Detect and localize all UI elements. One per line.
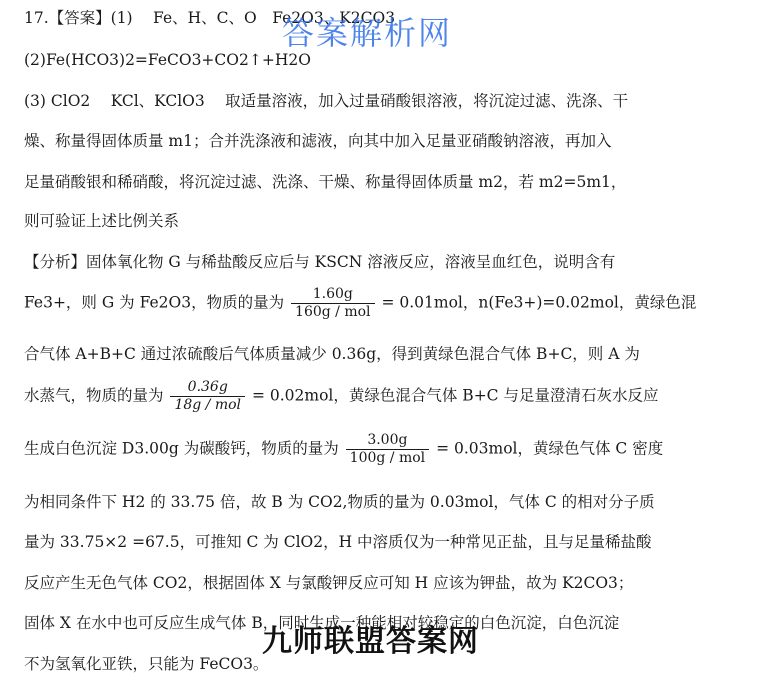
answer-line-5: 足量硝酸银和稀硝酸，将沉淀过滤、洗涤、干燥、称量得固体质量 m2，若 m2=5m1， — [24, 173, 627, 191]
analysis-line-4-end: = 0.02mol，黄绿色混合气体 B+C 与足量澄清石灰水反应 — [251, 386, 659, 405]
fraction-caco3 — [346, 432, 429, 467]
fraction-numerator: 0.36g — [187, 379, 228, 395]
analysis-line-5-start: 生成白色沉淀 D3.00g 为碳酸钙，物质的量为 — [24, 439, 339, 458]
watermark-bottom: 九师联盟答案网 — [262, 624, 479, 659]
answer-line-6: 则可验证上述比例关系 — [24, 212, 180, 230]
analysis-line-1: 【分析】固体氧化物 G 与稀盐酸反应后与 KSCN 溶液反应，溶液呈血红色，说明含有 — [24, 253, 616, 271]
analysis-line-5 — [24, 432, 663, 467]
analysis-line-7: 量为 33.75×2 =67.5，可推知 C 为 ClO2，H 中溶质仅为一种常见正盐，且与足量稀盐酸 — [24, 533, 652, 551]
analysis-line-2 — [24, 286, 696, 321]
analysis-line-10: 不为氢氧化亚铁，只能为 FeCO3。 — [24, 655, 269, 673]
analysis-line-3: 合气体 A+B+C 通过浓硫酸后气体质量减少 0.36g，得到黄绿色混合气体 B+C，则 A 为 — [24, 345, 640, 363]
analysis-line-5-end: = 0.03mol，黄绿色气体 C 密度 — [436, 439, 664, 458]
fraction-fe2o3 — [291, 286, 374, 321]
fraction-water — [170, 379, 245, 414]
analysis-line-2-end: = 0.01mol，n(Fe3+)=0.02mol，黄绿色混 — [381, 293, 697, 312]
fraction-denominator: 100g / mol — [346, 449, 429, 467]
analysis-line-4-start: 水蒸气，物质的量为 — [24, 386, 164, 405]
analysis-line-4 — [24, 379, 658, 414]
watermark-top: 答案解析网 — [282, 14, 453, 52]
answer-line-3: (3) ClO2 KCl、KClO3 取适量溶液，加入过量硝酸银溶液，将沉淀过滤、洗涤、干 — [24, 92, 629, 110]
analysis-line-8: 反应产生无色气体 CO2，根据固体 X 与氯酸钾反应可知 H 应该为钾盐，故为 K2CO3； — [24, 574, 634, 592]
answer-line-4: 燥、称量得固体质量 m1；合并洗涤液和滤液，向其中加入足量亚硝酸钠溶液，再加入 — [24, 132, 612, 150]
analysis-line-9: 固体 X 在水中也可反应生成气体 B，同时生成一种能相对较稳定的白色沉淀，白色沉淀 — [24, 614, 620, 632]
answer-line-2: (2)Fe(HCO3)2=FeCO3+CO2↑+H2O — [24, 51, 311, 69]
fraction-denominator: 18g / mol — [170, 396, 245, 414]
analysis-line-6: 为相同条件下 H2 的 33.75 倍，故 B 为 CO2,物质的量为 0.03mol，气体 C 的相对分子质 — [24, 493, 655, 511]
analysis-line-2-start: Fe3+，则 G 为 Fe2O3，物质的量为 — [24, 293, 285, 312]
answer-line-1: 17.【答案】(1) Fe、H、C、O Fe2O3、K2CO3 — [24, 9, 396, 27]
fraction-numerator: 1.60g — [312, 286, 353, 302]
fraction-numerator: 3.00g — [367, 432, 408, 448]
fraction-denominator: 160g / mol — [291, 303, 374, 321]
